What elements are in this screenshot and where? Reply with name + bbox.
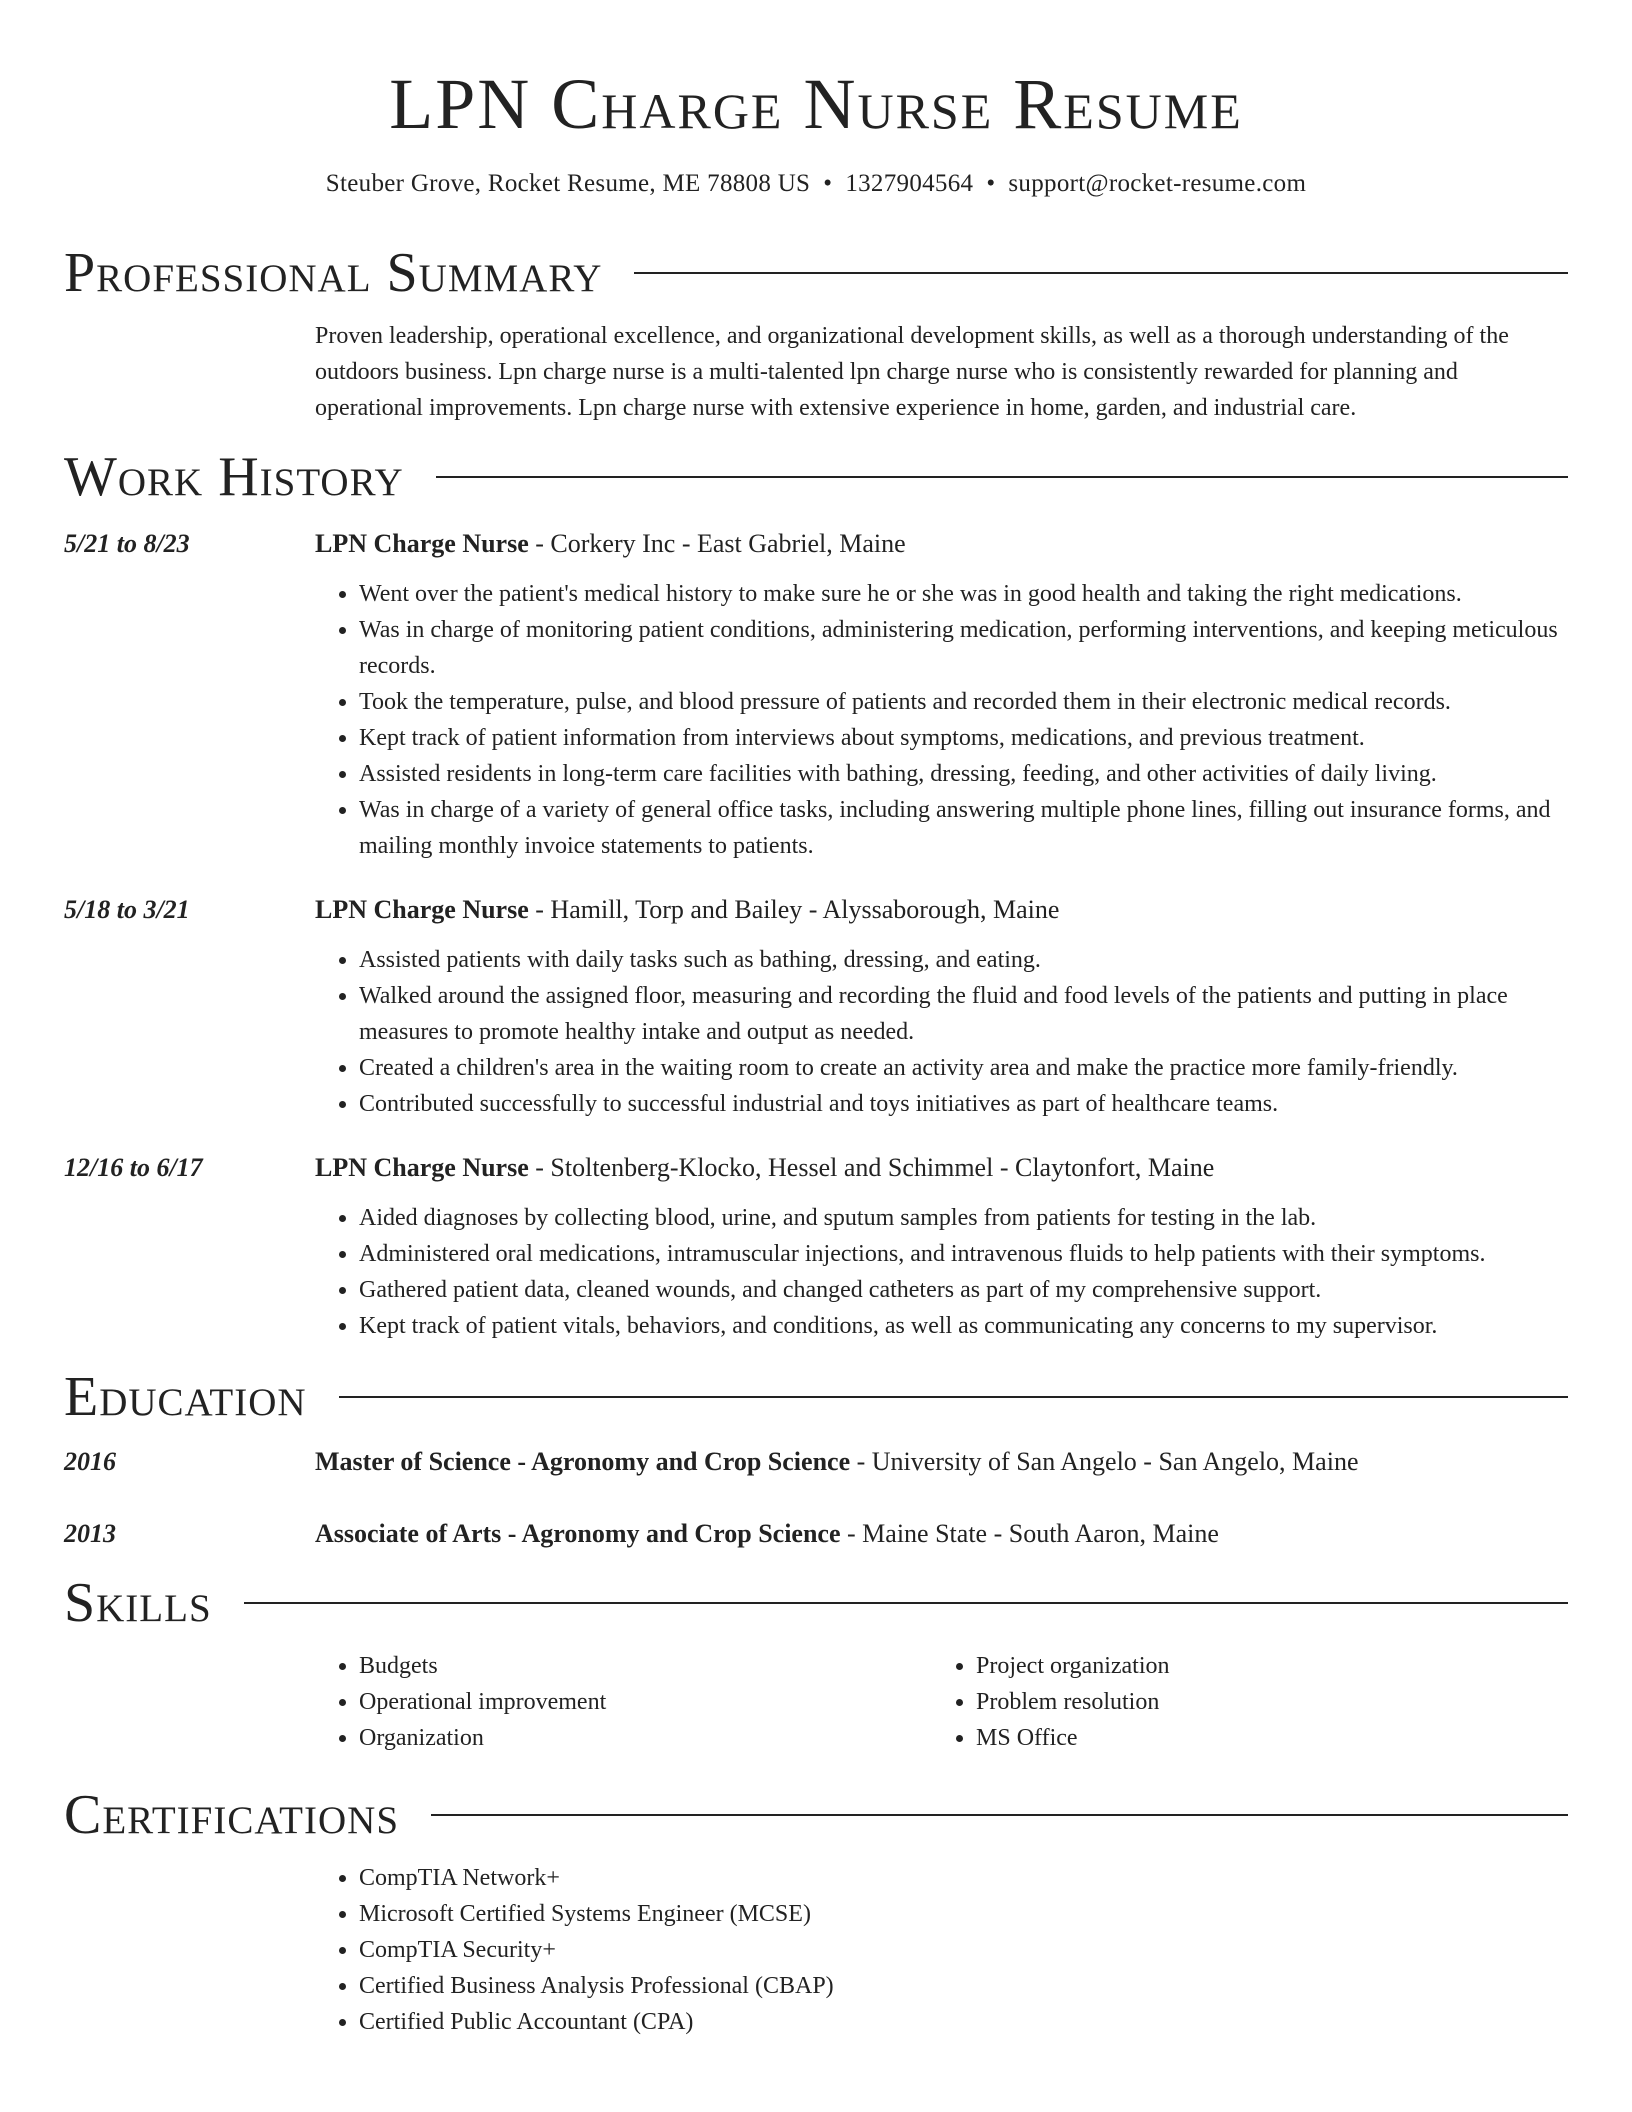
contact-separator: • [823, 170, 833, 197]
skill-item: • MS Office [976, 1720, 1549, 1756]
certification-item: • CompTIA Security+ [359, 1932, 1568, 1968]
job-details: - Stoltenberg-Klocko, Hessel and Schimmel - Claytonfort, Maine [528, 1153, 1215, 1182]
job-bullet: • Administered oral medications, intramuscular injections, and intravenous fluids to help patients with their symptoms. [359, 1236, 1568, 1272]
education-degree: Associate of Arts - Agronomy and Crop Science [315, 1519, 841, 1548]
summary-section-header [64, 238, 1568, 308]
section-divider [244, 1602, 1568, 1604]
section-divider [431, 1814, 1568, 1816]
job-header [64, 890, 1568, 930]
job-bullet: • Was in charge of a variety of general office tasks, including answering multiple phone lines, filling out insurance forms, and mailing monthly invoice statements to patients. [359, 792, 1568, 864]
contact-line [64, 170, 1568, 198]
job-bullet: • Was in charge of monitoring patient conditions, administering medication, performing interventions, and keeping meticulous records. [359, 612, 1568, 684]
skills-column-left [315, 1648, 932, 1756]
education-entry [64, 1514, 1568, 1554]
certifications-section-header [64, 1780, 1568, 1850]
job-date: 5/21 to 8/23 [64, 529, 190, 558]
skills-column-right [932, 1648, 1549, 1756]
certification-item: • Certified Public Accountant (CPA) [359, 2004, 1568, 2040]
job-bullet: • Assisted patients with daily tasks such as bathing, dressing, and eating. [359, 942, 1568, 978]
job-bullet: • Took the temperature, pulse, and blood pressure of patients and recorded them in their electronic medical records. [359, 684, 1568, 720]
resume-page [64, 0, 1568, 2040]
job-header [64, 1148, 1568, 1188]
certifications-list [315, 1860, 1568, 2040]
certification-item: • Microsoft Certified Systems Engineer (MCSE) [359, 1896, 1568, 1932]
job-header [64, 524, 1568, 564]
work-heading: Work History [64, 446, 404, 508]
job-role: LPN Charge Nurse [315, 529, 529, 558]
skill-item: • Organization [359, 1720, 932, 1756]
job-role: LPN Charge Nurse [315, 895, 529, 924]
education-entry [64, 1442, 1568, 1482]
job-role: LPN Charge Nurse [315, 1153, 529, 1182]
summary-heading: Professional Summary [64, 242, 603, 304]
education-year: 2016 [64, 1447, 116, 1476]
skills-list [315, 1648, 1568, 1756]
section-divider [339, 1396, 1568, 1398]
job-bullets [315, 1200, 1568, 1344]
job-bullet: • Kept track of patient information from interviews about symptoms, medications, and previous treatment. [359, 720, 1568, 756]
summary-text: Proven leadership, operational excellence, and organizational development skills, as well as a thorough understanding of the outdoors business. Lpn charge nurse is a multi-talented lpn charge nurse who is consistently rewarded for planning and operational improvements. Lpn charge nurse with extensive experience in home, garden, and industrial care. [315, 323, 1509, 421]
contact-address: Steuber Grove, Rocket Resume, ME 78808 US [325, 170, 811, 197]
certification-item: • Certified Business Analysis Professional (CBAP) [359, 1968, 1568, 2004]
job-bullet: • Kept track of patient vitals, behaviors, and conditions, as well as communicating any concerns to my supervisor. [359, 1308, 1568, 1344]
job-bullet: • Went over the patient's medical history to make sure he or she was in good health and taking the right medications. [359, 576, 1568, 612]
job-bullet: • Assisted residents in long-term care facilities with bathing, dressing, feeding, and other activities of daily living. [359, 756, 1568, 792]
section-divider [634, 272, 1568, 274]
job-bullet: • Contributed successfully to successful industrial and toys initiatives as part of healthcare teams. [359, 1086, 1568, 1122]
job-details: - Hamill, Torp and Bailey - Alyssaborough, Maine [528, 895, 1060, 924]
education-section-header [64, 1362, 1568, 1432]
resume-title: LPN Charge Nurse Resume [389, 64, 1243, 144]
job-bullets [315, 942, 1568, 1122]
contact-phone: 1327904564 [845, 170, 974, 197]
job-bullet: • Created a children's area in the waiting room to create an activity area and make the practice more family-friendly. [359, 1050, 1568, 1086]
job-bullet: • Gathered patient data, cleaned wounds, and changed catheters as part of my comprehensive support. [359, 1272, 1568, 1308]
job-details: - Corkery Inc - East Gabriel, Maine [528, 529, 906, 558]
job-bullet: • Aided diagnoses by collecting blood, urine, and sputum samples from patients for testing in the lab. [359, 1200, 1568, 1236]
education-details: - Maine State - South Aaron, Maine [840, 1519, 1219, 1548]
job-bullets [315, 576, 1568, 864]
skill-item: • Project organization [976, 1648, 1549, 1684]
job-entry [64, 890, 1568, 1122]
education-degree: Master of Science - Agronomy and Crop Science [315, 1447, 851, 1476]
skill-item: • Budgets [359, 1648, 932, 1684]
job-date: 12/16 to 6/17 [64, 1153, 203, 1182]
certifications-items [315, 1860, 1568, 2040]
skills-heading: Skills [64, 1572, 212, 1634]
contact-separator: • [986, 170, 996, 197]
certifications-heading: Certifications [64, 1784, 400, 1846]
education-heading: Education [64, 1366, 307, 1428]
job-date: 5/18 to 3/21 [64, 895, 190, 924]
job-entry [64, 524, 1568, 864]
skill-item: • Operational improvement [359, 1684, 932, 1720]
job-entry [64, 1148, 1568, 1344]
education-details: - University of San Angelo - San Angelo, Maine [850, 1447, 1359, 1476]
work-section-header [64, 442, 1568, 512]
certification-item: • CompTIA Network+ [359, 1860, 1568, 1896]
section-divider [436, 476, 1568, 478]
education-year: 2013 [64, 1519, 116, 1548]
job-bullet: • Walked around the assigned floor, measuring and recording the fluid and food levels of the patients and putting in place measures to promote healthy intake and output as needed. [359, 978, 1568, 1050]
skills-section-header [64, 1568, 1568, 1638]
contact-email: support@rocket-resume.com [1008, 170, 1307, 197]
skill-item: • Problem resolution [976, 1684, 1549, 1720]
